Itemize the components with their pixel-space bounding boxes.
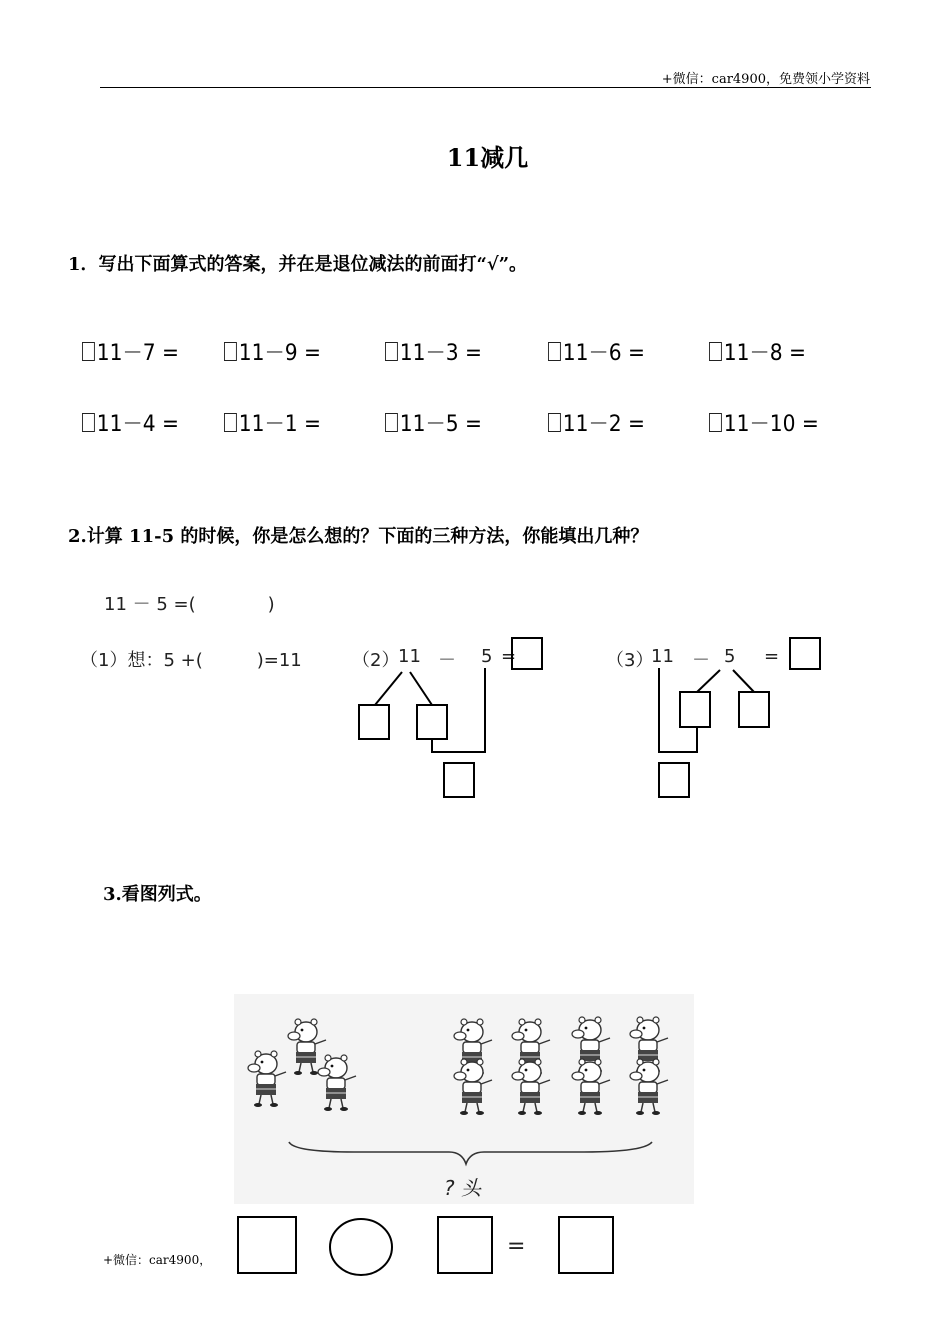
answer-box [659, 763, 689, 797]
answer-box [680, 692, 710, 727]
q1-item: 11－2 = [548, 407, 645, 438]
q1-item: 11－8 = [709, 336, 806, 367]
page-title: 11减几 [446, 143, 529, 172]
total-question-label: ? 头 [444, 1176, 481, 1200]
q2-m2-subtrahend: 5 [481, 646, 493, 667]
question-1-prompt: 1．写出下面算式的答案，并在是退位减法的前面打“√”。 [68, 254, 528, 275]
q2-method-1: （1）想：5 +( )=11 [80, 650, 302, 671]
answer-box [444, 763, 474, 797]
q1-item: 11－5 = [385, 407, 482, 438]
answer-box [417, 705, 447, 739]
answer-box [238, 1217, 296, 1273]
answer-equation-boxes [230, 1210, 630, 1290]
operator-circle [330, 1219, 392, 1275]
q2-m3-minuend: 11 [651, 646, 674, 667]
question-2-prompt: 2.计算 11-5 的时候，你是怎么想的？下面的三种方法，你能填出几种？ [68, 526, 649, 547]
q2-m2-equals: = [501, 646, 517, 667]
connector-line [659, 668, 697, 752]
q1-item: 11－4 = [82, 407, 179, 438]
split-line [733, 670, 754, 692]
answer-box [359, 705, 389, 739]
q2-m3-equals: = [764, 646, 780, 667]
footer-text: +微信：car4900， [103, 1253, 212, 1267]
q1-item: 11－6 = [548, 336, 645, 367]
q2-method-2-label: （2） [352, 650, 400, 671]
answer-box [512, 638, 542, 669]
q1-item: 11－10 = [709, 407, 819, 438]
q2-m2-operator: － [438, 650, 456, 671]
q1-item: 11－1 = [224, 407, 321, 438]
q2-m3-operator: － [692, 650, 710, 671]
answer-box [559, 1217, 613, 1273]
question-3-prompt: 3.看图列式。 [103, 884, 212, 905]
split-line [375, 672, 402, 705]
equals-sign: = [507, 1234, 526, 1259]
q2-equation: 11 － 5 =( ) [104, 594, 275, 615]
header-text: +微信：car4900，免费领小学资料 [661, 72, 870, 87]
split-line [410, 672, 432, 705]
q1-item: 11－7 = [82, 336, 179, 367]
q1-item: 11－3 = [385, 336, 482, 367]
answer-box [438, 1217, 492, 1273]
q2-method-3-label: （3） [606, 650, 654, 671]
q1-item: 11－9 = [224, 336, 321, 367]
split-line [697, 670, 720, 692]
answer-box [739, 692, 769, 727]
answer-box [790, 638, 820, 669]
q2-m3-subtrahend: 5 [724, 646, 736, 667]
q2-m2-minuend: 11 [398, 646, 421, 667]
